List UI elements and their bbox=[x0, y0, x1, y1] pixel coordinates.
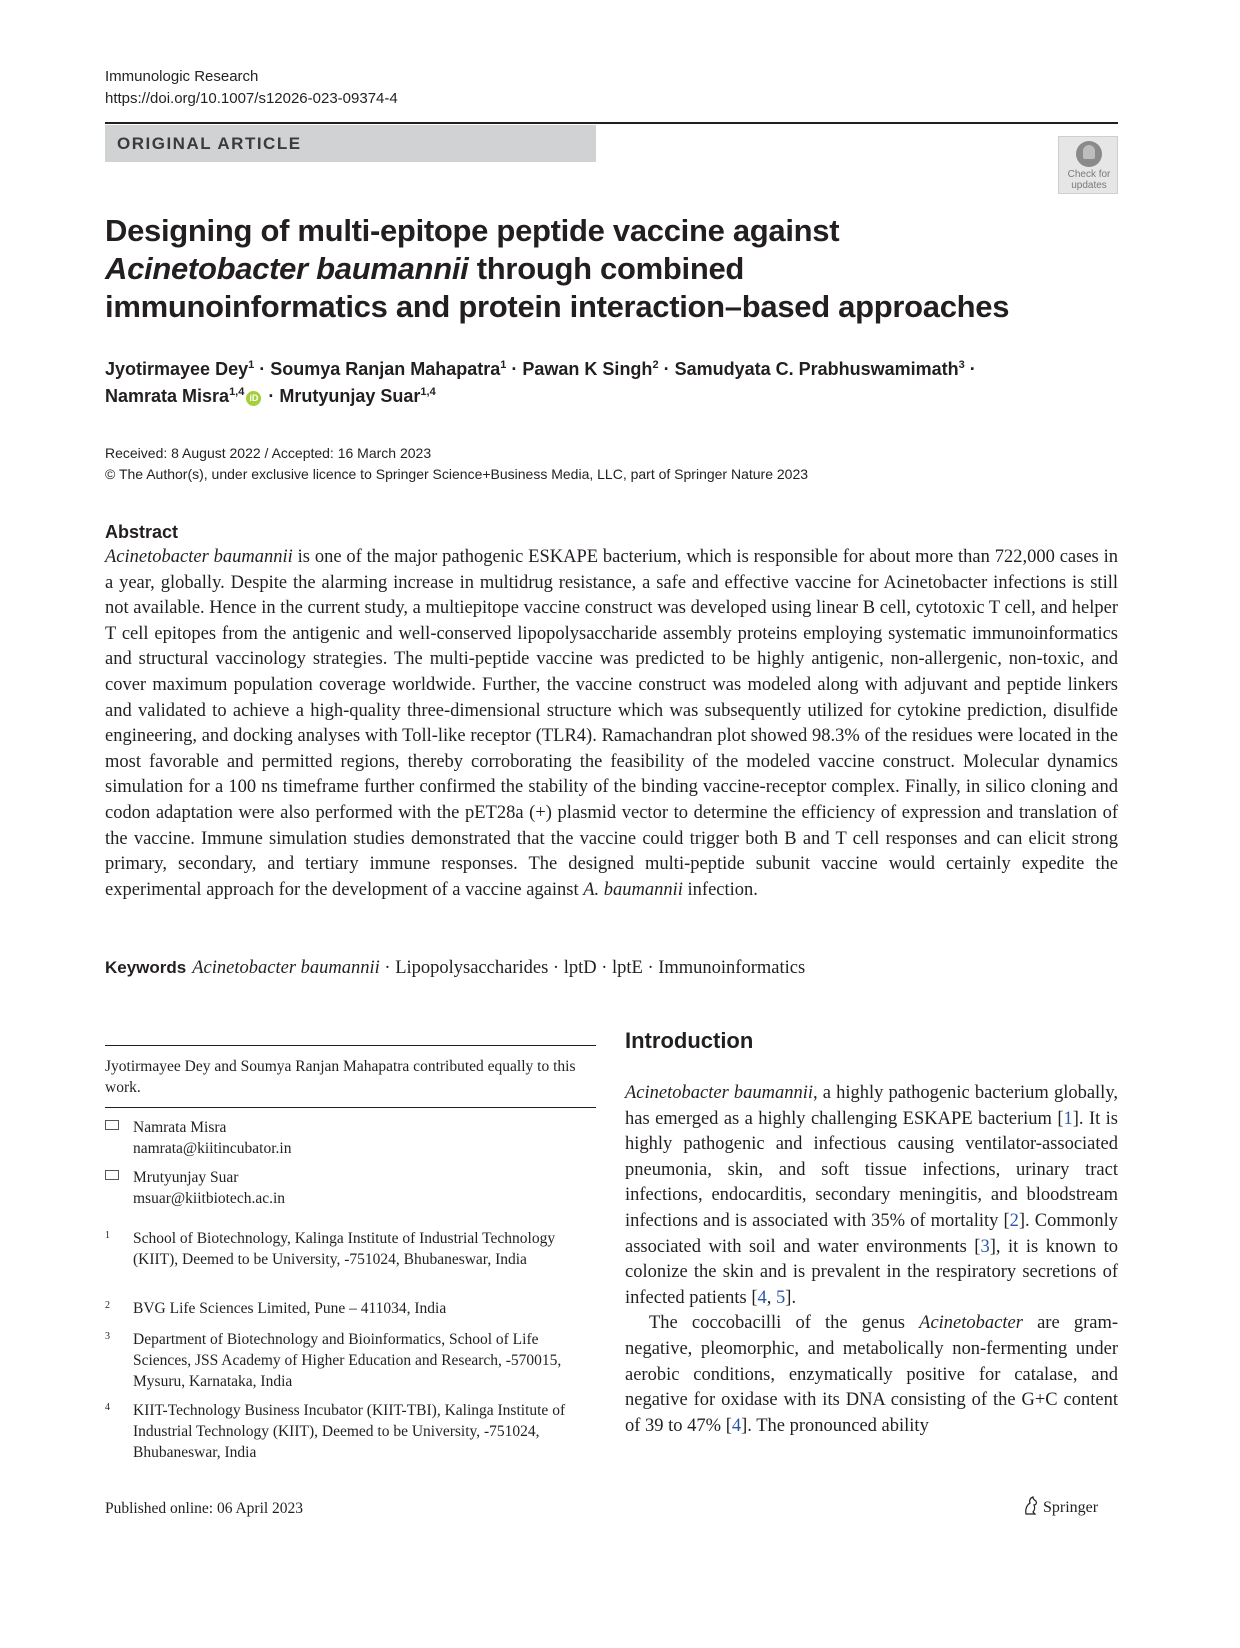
affiliation-number: 3 bbox=[105, 1331, 110, 1342]
journal-header bbox=[105, 66, 398, 110]
intro-text: ]. bbox=[785, 1287, 797, 1308]
envelope-icon bbox=[105, 1120, 119, 1130]
intro-text: ]. The pronounced ability bbox=[741, 1415, 929, 1436]
affiliation-text: KIIT-Technology Business Incubator (KIIT-TBI), Kalinga Institute of Industrial Technology (KIIT), Deemed to be University, -751024, Bhubaneswar, India bbox=[133, 1402, 566, 1461]
author-affiliation: 2 bbox=[652, 359, 659, 371]
contribution-note: Jyotirmayee Dey and Soumya Ranjan Mahapatra contributed equally to this work. bbox=[105, 1058, 576, 1096]
citation-link[interactable]: 5 bbox=[776, 1287, 786, 1308]
springer-horse-icon bbox=[1023, 1496, 1039, 1516]
affiliation-text: BVG Life Sciences Limited, Pune – 411034, India bbox=[133, 1300, 447, 1317]
citation-link[interactable]: 3 bbox=[980, 1236, 990, 1257]
author-name[interactable]: Namrata Misra bbox=[105, 386, 230, 406]
title-part-1: Designing of multi-epitope peptide vaccine against bbox=[105, 213, 840, 248]
keyword-list: · Lipopolysaccharides · lptD · lptE · Immunoinformatics bbox=[379, 958, 806, 978]
author-list: Jyotirmayee Dey$^1$ · Soumya Ranjan Mahapatra$^1$ · Pawan K Singh$^2$ · Samudyata C. Prabhuswamimath$^3$ · Namrata Misra$^{1,4}$ iD · Mrutyunjay Suar$^{1,4}$ bbox=[105, 359, 976, 406]
author-name[interactable]: Jyotirmayee Dey bbox=[105, 359, 249, 379]
footnote-rule bbox=[105, 1045, 596, 1046]
orcid-icon[interactable]: iD bbox=[246, 391, 261, 406]
citation-link[interactable]: 4 bbox=[757, 1287, 767, 1308]
footnote-rule bbox=[105, 1107, 596, 1108]
crossmark-icon bbox=[1076, 141, 1102, 167]
affiliation-number: 4 bbox=[105, 1402, 110, 1413]
citation-link[interactable]: 1 bbox=[1063, 1108, 1073, 1129]
author-affiliation: 1 bbox=[248, 359, 255, 371]
introduction-heading: Introduction bbox=[625, 1028, 754, 1053]
title-part-2: through combined immunoinformatics and protein interaction–based approaches bbox=[105, 251, 1010, 324]
copyright-line: © The Author(s), under exclusive licence to Springer Science+Business Media, LLC, part of Springer Nature 2023 bbox=[105, 466, 809, 482]
intro-text: are gram-negative, pleomorphic, and metabolically non-fermenting under aerobic conditions, enzymatically positive for catalase, and negative for oxidase with its DNA consisting of the G+C content of 39 to 47% [ bbox=[625, 1313, 1118, 1436]
abstract-tail: infection. bbox=[682, 879, 758, 900]
doi-link[interactable]: https://doi.org/10.1007/s12026-023-09374-4 bbox=[105, 90, 398, 107]
abstract-species: Acinetobacter baumannii bbox=[105, 547, 293, 567]
published-online: Published online: 06 April 2023 bbox=[105, 1500, 304, 1517]
intro-text: ]. Commonly associated with soil and water environments [ bbox=[625, 1210, 1118, 1257]
keyword-species: Acinetobacter baumannii bbox=[192, 958, 380, 978]
author-affiliation: 1,4 bbox=[229, 386, 245, 398]
intro-text: The coccobacilli of the genus bbox=[649, 1313, 920, 1334]
affiliation-text: School of Biotechnology, Kalinga Institute of Industrial Technology (KIIT), Deemed to be University, -751024, Bhubaneswar, India bbox=[133, 1230, 556, 1268]
author-affiliation: 1,4 bbox=[420, 386, 436, 398]
citation-link[interactable]: 2 bbox=[1009, 1210, 1019, 1231]
intro-text: ], it is known to colonize the skin and is prevalent in the respiratory secretions of infected patients [ bbox=[625, 1236, 1118, 1308]
check-for-updates-badge[interactable] bbox=[1058, 136, 1118, 194]
affiliation-text: Department of Biotechnology and Bioinformatics, School of Life Sciences, JSS Academy of Higher Education and Research, -570015, Mysuru, Karnataka, India bbox=[133, 1331, 562, 1390]
keywords bbox=[105, 955, 805, 981]
affiliation-number: 1 bbox=[105, 1230, 110, 1241]
envelope-icon bbox=[105, 1170, 119, 1180]
header-rule bbox=[105, 122, 1118, 124]
author-affiliation: 1 bbox=[500, 359, 507, 371]
title-species: Acinetobacter baumannii bbox=[105, 251, 469, 286]
publisher-logo bbox=[1023, 1496, 1098, 1517]
intro-text: ]. It is highly pathogenic and infectious causing ventilator-associated pneumonia, skin, and soft tissue infections, urinary tract infections, endocarditis, secondary meningitis, and bloodstream infections and is associated with 35% of mortality [ bbox=[625, 1108, 1118, 1231]
correspondent-name: Namrata Misra bbox=[133, 1119, 227, 1136]
article-dates bbox=[105, 443, 808, 485]
correspondent-name: Mrutyunjay Suar bbox=[133, 1169, 239, 1186]
intro-species: Acinetobacter baumannii bbox=[625, 1083, 814, 1103]
intro-text: , a highly pathogenic bacterium globally, has emerged as a highly challenging ESKAPE bacterium [ bbox=[625, 1083, 1118, 1129]
intro-text: , bbox=[766, 1287, 777, 1308]
citation-link[interactable]: 4 bbox=[731, 1415, 742, 1436]
author-name[interactable]: Samudyata C. Prabhuswamimath bbox=[674, 359, 959, 379]
publisher-name: Springer bbox=[1043, 1499, 1099, 1516]
article-type-banner: ORIGINAL ARTICLE bbox=[105, 125, 596, 162]
abstract-heading: Abstract bbox=[105, 522, 179, 542]
correspondent-email[interactable]: namrata@kiitincubator.in bbox=[133, 1140, 292, 1157]
article-title bbox=[105, 212, 1025, 326]
author-name[interactable]: Soumya Ranjan Mahapatra bbox=[270, 359, 501, 379]
check-updates-label: Check for updates bbox=[1067, 169, 1111, 191]
keywords-heading: Keywords bbox=[105, 958, 187, 977]
author-affiliation: 3 bbox=[958, 359, 965, 371]
author-name[interactable]: Pawan K Singh bbox=[522, 359, 653, 379]
intro-paragraph bbox=[625, 1081, 1118, 1311]
journal-name: Immunologic Research bbox=[105, 68, 259, 85]
intro-paragraph bbox=[625, 1311, 1118, 1439]
intro-genus: Acinetobacter bbox=[919, 1313, 1023, 1334]
received-accepted: Received: 8 August 2022 / Accepted: 16 March 2023 bbox=[105, 445, 432, 461]
abstract-body: is one of the major pathogenic ESKAPE bacterium, which is responsible for about more than 722,000 cases in a year, globally. Despite the alarming increase in multidrug resistance, a safe and effective vaccine for Acinetobacter infections is still not available. Hence in the current study, a multiepitope vaccine construct was developed using linear B cell, cytotoxic T cell, and helper T cell epitopes from the antigenic and well-conserved lipopolysaccharide assembly proteins employing systematic immunoinformatics and structural vaccinology strategies. The multi-peptide vaccine was predicted to be highly antigenic, non-allergenic, non-toxic, and cover maximum population coverage worldwide. Further, the vaccine construct was modeled along with adjuvant and peptide linkers and validated to achieve a high-quality three-dimensional structure which was subsequently utilized for cytokine prediction, disulfide engineering, and docking analyses with Toll-like receptor (TLR4). Ramachandran plot showed 98.3% of the residues were located in the most favorable and permitted regions, thereby corroborating the feasibility of the modeled vaccine construct. Molecular dynamics simulation for a 100 ns timeframe further confirmed the stability of the binding vaccine-receptor complex. Finally, in silico cloning and codon adaptation were also performed with the pET28a (+) plasmid vector to determine the efficiency of expression and translation of the vaccine. Immune simulation studies demonstrated that the vaccine could trigger both B and T cell responses and can elicit strong primary, secondary, and tertiary immune responses. The designed multi-peptide subunit vaccine would certainly expedite the experimental approach for the development of a vaccine against bbox=[105, 547, 1118, 900]
affiliation-number: 2 bbox=[105, 1300, 110, 1311]
introduction-text bbox=[625, 1081, 1118, 1439]
author-name[interactable]: Mrutyunjay Suar bbox=[279, 386, 421, 406]
abstract-species-abbrev: A. baumannii bbox=[583, 879, 683, 900]
correspondent-email[interactable]: msuar@kiitbiotech.ac.in bbox=[133, 1190, 286, 1207]
abstract-text bbox=[105, 545, 1118, 903]
